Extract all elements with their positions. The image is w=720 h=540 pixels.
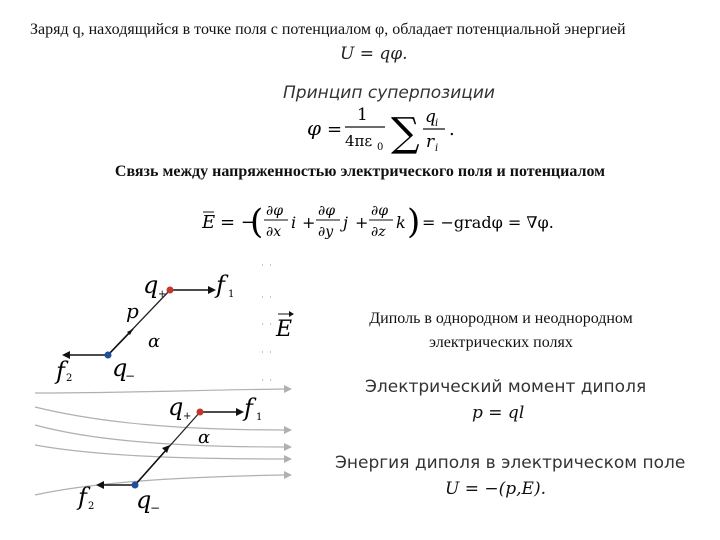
- partial-z: ∂z: [371, 224, 386, 240]
- distance-r: r: [426, 132, 435, 152]
- plus-2: +: [355, 213, 369, 232]
- intro-text: Заряд q, находящийся в точке поля с потенциалом φ, обладает потенциальной энергией: [30, 21, 626, 38]
- relation-title: Связь между напряженностью электрического поля и потенциалом: [114, 163, 606, 180]
- unit-k: k: [396, 213, 406, 232]
- q-plus-sub: +: [158, 289, 167, 300]
- alpha-label: α: [148, 331, 161, 352]
- unit-j: j: [343, 213, 348, 232]
- field-line-arrowheads: [284, 385, 292, 479]
- q-minus-label: q: [112, 354, 128, 382]
- phi-symbol: φ: [307, 116, 322, 140]
- partial-y: ∂y: [318, 224, 334, 240]
- q-minus-label: q: [136, 486, 152, 514]
- f1-label: f: [216, 271, 225, 299]
- f1-sub: 1: [228, 289, 235, 300]
- negative-charge: [105, 352, 112, 359]
- dipole-moment-title: Электрический момент диполя: [365, 377, 647, 397]
- left-paren: (: [250, 202, 264, 242]
- dipole-energy-title: Энергия диполя в электрическом поле: [335, 453, 686, 473]
- f2-label: f: [78, 483, 87, 511]
- q-minus-sub: −: [150, 501, 161, 515]
- epsilon-subscript: 0: [377, 142, 384, 153]
- force-f1-arrowhead: [208, 286, 216, 294]
- f2-sub: 2: [88, 501, 95, 512]
- q-plus-label: q: [168, 393, 184, 421]
- gradient-formula: [200, 198, 570, 248]
- partial-phi-3: ∂φ: [371, 203, 389, 219]
- sum-symbol: ∑: [391, 110, 420, 154]
- q-plus-sub: +: [183, 411, 192, 422]
- force-f2-arrowhead: [96, 481, 104, 489]
- partial-phi-2: ∂φ: [318, 203, 336, 219]
- dipole-uniform-diagram: [40, 262, 300, 387]
- q-plus-label: q: [143, 271, 159, 299]
- force-f1-arrowhead: [236, 408, 244, 416]
- positive-charge: [197, 409, 204, 416]
- dipole-energy-formula: U = −(p,E).: [445, 479, 546, 499]
- field-E-label: E: [276, 317, 293, 342]
- distance-index: i: [435, 143, 439, 154]
- fraction-denominator: 4πε: [345, 132, 373, 150]
- grad-expression: = −gradφ = ∇φ.: [422, 213, 554, 232]
- dipole-fields-title: Диполь в однородном и неоднородном электрических полях: [369, 310, 633, 351]
- charge-index: i: [435, 118, 439, 129]
- positive-charge: [167, 287, 174, 294]
- superposition-title: Принцип суперпозиции: [283, 83, 495, 103]
- charge-q: q: [425, 107, 436, 127]
- potential-energy-formula: U = qφ.: [340, 44, 408, 64]
- fraction-numerator: 1: [357, 105, 368, 125]
- formula-period: .: [449, 119, 455, 140]
- superposition-formula: [305, 104, 475, 154]
- right-paren: ): [407, 202, 421, 242]
- partial-phi-1: ∂φ: [266, 203, 284, 219]
- unit-i: i: [291, 213, 297, 232]
- dipole-moment-arrowhead: [162, 445, 170, 453]
- f1-label: f: [244, 394, 253, 422]
- alpha-label: α: [198, 427, 211, 448]
- dipole-nonuniform-diagram: [30, 385, 305, 535]
- plus-1: +: [302, 213, 316, 232]
- partial-x: ∂x: [266, 224, 282, 240]
- equals-minus: = −: [220, 212, 256, 233]
- field-E: E: [202, 212, 216, 233]
- q-minus-sub: −: [125, 369, 136, 383]
- f2-sub: 2: [66, 373, 73, 384]
- dipole-p-label: p: [126, 299, 139, 323]
- f2-label: f: [56, 357, 65, 385]
- equals-sign: =: [327, 119, 343, 140]
- f1-sub: 1: [256, 412, 263, 423]
- dipole-moment-formula: p = ql: [472, 403, 525, 423]
- field-dotted-lines: [262, 265, 272, 380]
